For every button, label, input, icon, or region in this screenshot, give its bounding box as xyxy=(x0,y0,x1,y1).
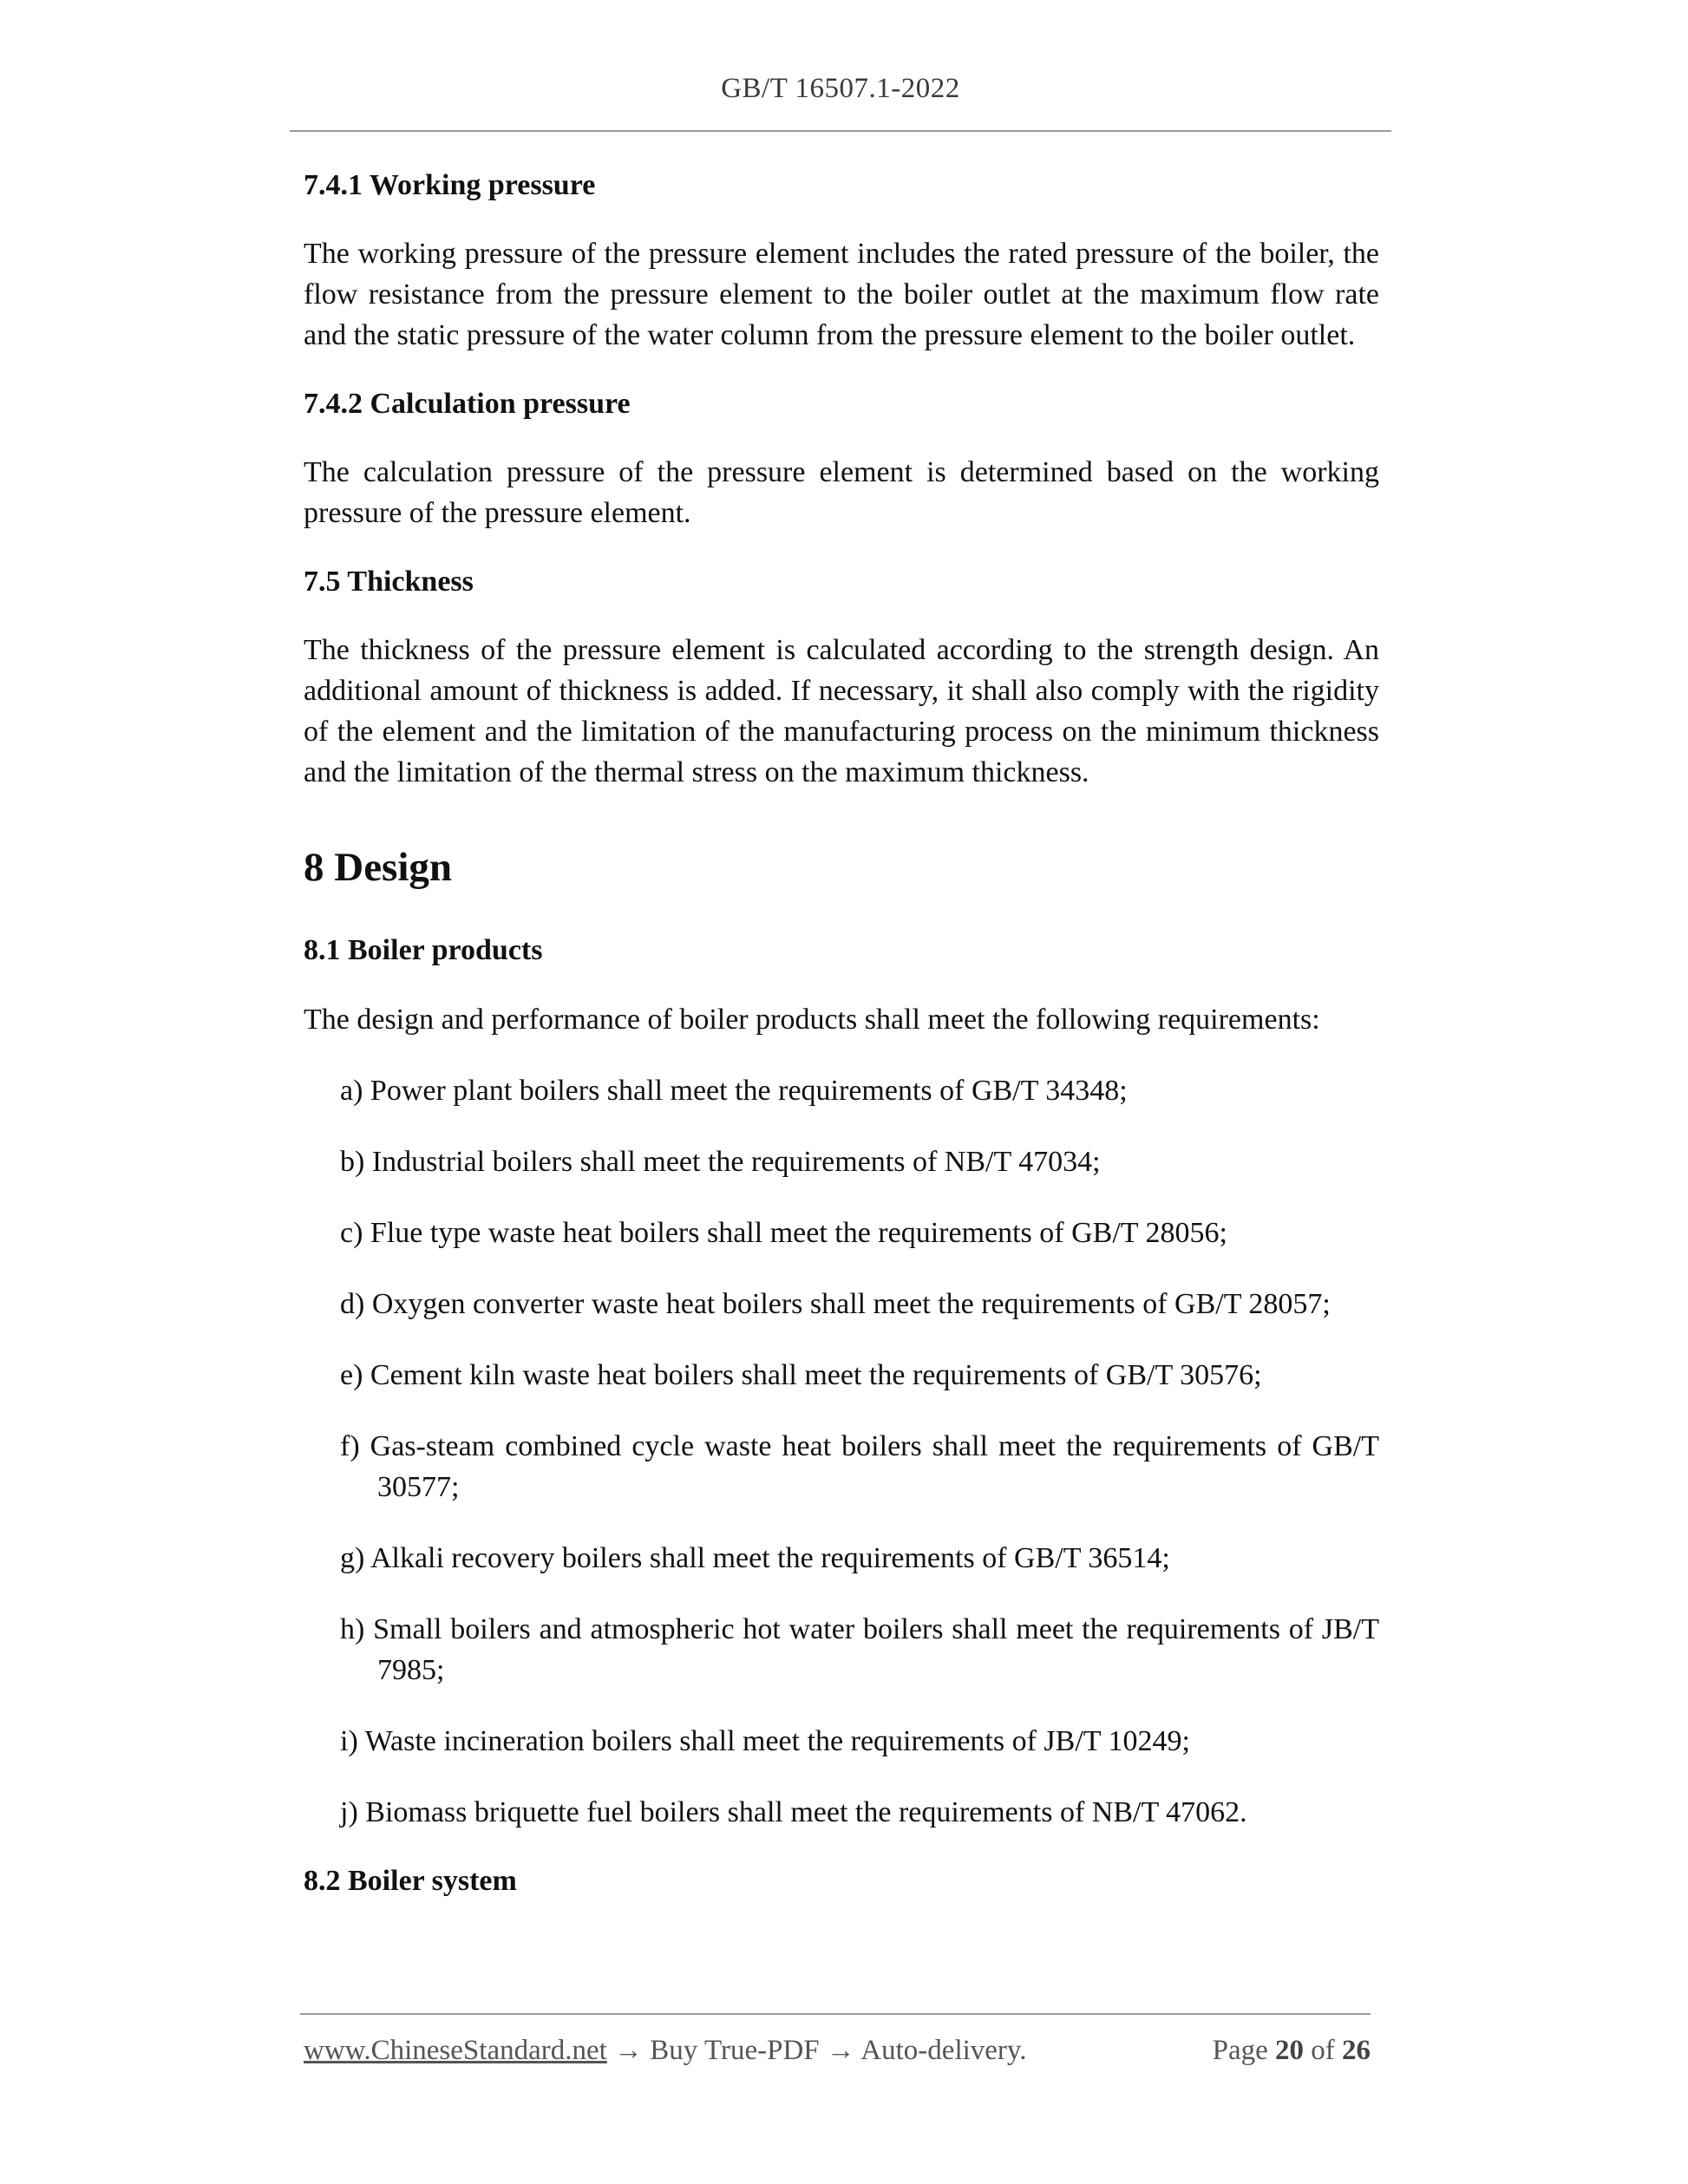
list-item-b: b) Industrial boilers shall meet the requirements of NB/T 47034; xyxy=(340,1146,1101,1178)
site-link[interactable]: www.ChineseStandard.net xyxy=(304,2035,607,2066)
list-item-c: c) Flue type waste heat boilers shall meet the requirements of GB/T 28056; xyxy=(340,1217,1227,1249)
footer-divider xyxy=(300,2013,1371,2015)
list-item-h: h) Small boilers and atmospheric hot water boilers shall meet the requirements of JB/T 7985; xyxy=(340,1613,1379,1686)
heading-7-5: 7.5 Thickness xyxy=(304,566,474,598)
footer-left xyxy=(304,2031,1027,2070)
page-current: 20 xyxy=(1275,2035,1304,2066)
list-item-e: e) Cement kiln waste heat boilers shall meet the requirements of GB/T 30576; xyxy=(340,1359,1262,1391)
page-indicator xyxy=(1213,2031,1371,2070)
paragraph-7-5: The thickness of the pressure element is calculated according to the strength design. An additional amount of thickness is added. If necessary, it shall also comply with the rigidity of the element and the limitation of the manufacturing process on the minimum thickness and the limitation of the thermal stress on the maximum thickness. xyxy=(304,634,1379,788)
page-of: of xyxy=(1311,2035,1335,2066)
page-header-doc-code: GB/T 16507.1-2022 xyxy=(721,73,960,104)
list-item-a: a) Power plant boilers shall meet the requirements of GB/T 34348; xyxy=(340,1075,1128,1107)
footer-tagline: → Buy True-PDF → Auto-delivery. xyxy=(606,2035,1027,2066)
header-divider xyxy=(290,130,1391,132)
page-label: Page xyxy=(1212,2035,1268,2066)
paragraph-8-1-intro: The design and performance of boiler products shall meet the following requirements: xyxy=(304,1004,1320,1036)
heading-8-design: 8 Design xyxy=(304,845,453,890)
list-item-i: i) Waste incineration boilers shall meet the requirements of JB/T 10249; xyxy=(340,1725,1190,1757)
paragraph-7-4-2: The calculation pressure of the pressure element is determined based on the working pressure of the pressure element. xyxy=(304,456,1379,529)
list-item-d: d) Oxygen converter waste heat boilers shall meet the requirements of GB/T 28057; xyxy=(340,1288,1331,1320)
list-item-j: j) Biomass briquette fuel boilers shall meet the requirements of NB/T 47062. xyxy=(340,1796,1247,1828)
list-item-g: g) Alkali recovery boilers shall meet the requirements of GB/T 36514; xyxy=(340,1542,1170,1574)
paragraph-7-4-1: The working pressure of the pressure element includes the rated pressure of the boiler, the flow resistance from the pressure element to the boiler outlet at the maximum flow rate and the static pressure of the water column from the pressure element to the boiler outlet. xyxy=(304,238,1379,351)
page-content xyxy=(304,165,1379,1902)
list-item-f: f) Gas-steam combined cycle waste heat boilers shall meet the requirements of GB/T 30577; xyxy=(340,1430,1379,1503)
heading-7-4-2: 7.4.2 Calculation pressure xyxy=(304,388,631,420)
heading-8-2: 8.2 Boiler system xyxy=(304,1865,517,1897)
heading-7-4-1: 7.4.1 Working pressure xyxy=(304,169,596,201)
page-total: 26 xyxy=(1342,2035,1371,2066)
heading-8-1: 8.1 Boiler products xyxy=(304,934,543,966)
